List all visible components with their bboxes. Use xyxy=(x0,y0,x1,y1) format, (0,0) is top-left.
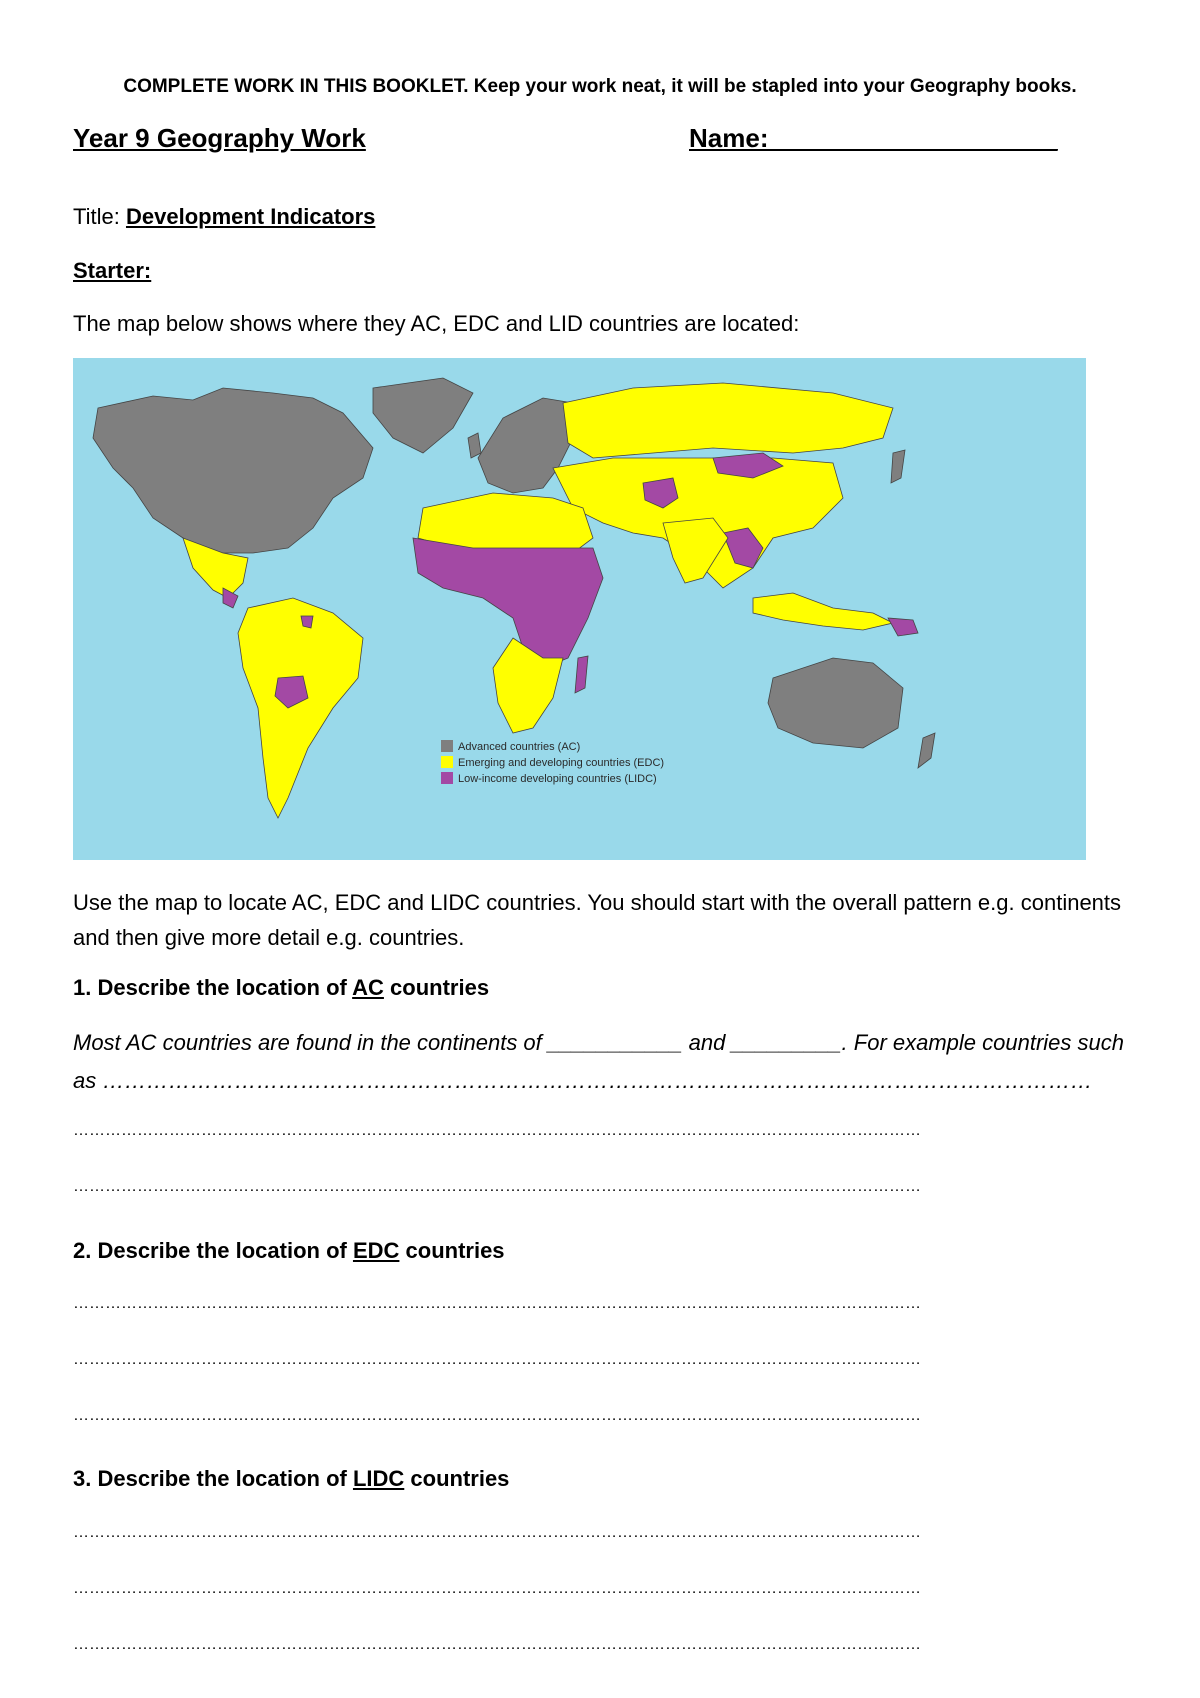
japan-ac xyxy=(891,450,905,483)
world-map-svg xyxy=(73,358,1086,860)
question-1-prefix: 1. Describe the location of xyxy=(73,975,353,1000)
question-2-suffix: countries xyxy=(399,1238,505,1263)
north-america-ac xyxy=(93,388,373,553)
answer-line-2a[interactable]: …………………………………………………………………………………………………………………………………………… xyxy=(73,1295,921,1312)
title-value: Development Indicators xyxy=(125,204,376,229)
question-3-suffix: countries xyxy=(404,1466,510,1491)
booklet-notice: COMPLETE WORK IN THIS BOOKLET. Keep your work neat, it will be stapled into your Geography books. xyxy=(123,76,1077,97)
legend-ac-label: Advanced countries (AC) xyxy=(458,741,581,753)
question-3-prefix: 3. Describe the location of xyxy=(73,1466,353,1491)
australia-ac xyxy=(768,658,903,748)
starter-intro: The map below shows where they AC, EDC and LID countries are located: xyxy=(73,311,800,336)
question-1-term: AC xyxy=(352,975,384,1000)
prompt-part3: . For example countries such as xyxy=(73,1030,1125,1093)
prompt-blank-2[interactable]: _________ xyxy=(731,1030,842,1055)
answer-line-3a[interactable]: …………………………………………………………………………………………………………………………………………… xyxy=(73,1524,921,1541)
answer-line-3c[interactable]: …………………………………………………………………………………………………………………………………………… xyxy=(73,1636,921,1653)
prompt-blank-1[interactable]: ___________ xyxy=(547,1030,683,1055)
legend-ac-swatch xyxy=(441,740,453,752)
instructions: Use the map to locate AC, EDC and LIDC countries. You should start with the overall pattern e.g. continents and then give more detail e.g. countries. xyxy=(73,890,1122,950)
question-2 xyxy=(73,1238,505,1264)
prompt-answer-dots[interactable]: ……………………………………………………………………………………………………………………… xyxy=(102,1068,1093,1093)
starter-heading: Starter: xyxy=(73,258,152,283)
new-zealand-ac xyxy=(918,733,935,768)
south-america-edc xyxy=(238,598,363,818)
worksheet-title: Year 9 Geography Work xyxy=(73,123,366,153)
madagascar-lidc xyxy=(575,656,588,693)
answer-line-1a[interactable]: …………………………………………………………………………………………………………………………………………… xyxy=(73,1122,921,1139)
title-label: Title: xyxy=(73,204,120,229)
question-1 xyxy=(73,975,489,1001)
greenland-ac xyxy=(373,378,473,453)
question-2-term: EDC xyxy=(352,1238,400,1263)
legend-edc-swatch xyxy=(441,756,453,768)
legend-lidc-label: Low-income developing countries (LIDC) xyxy=(458,773,657,785)
prompt-part1: Most AC countries are found in the continents of xyxy=(73,1030,548,1055)
answer-line-2b[interactable]: …………………………………………………………………………………………………………………………………………… xyxy=(73,1351,921,1368)
world-development-map xyxy=(73,358,1086,860)
question-3-term: LIDC xyxy=(352,1466,405,1491)
name-field[interactable]: Name:____________________ xyxy=(689,123,1058,153)
lesson-title xyxy=(73,204,375,230)
prompt-part2: and xyxy=(682,1030,732,1055)
russia-edc xyxy=(563,383,893,458)
question-1-suffix: countries xyxy=(383,975,490,1000)
answer-line-2c[interactable]: …………………………………………………………………………………………………………………………………………… xyxy=(73,1407,921,1424)
legend-edc-label: Emerging and developing countries (EDC) xyxy=(458,757,665,769)
uk-ac xyxy=(468,433,481,458)
question-1-prompt[interactable] xyxy=(73,1024,1133,1100)
question-3 xyxy=(73,1466,509,1492)
answer-line-1b[interactable]: …………………………………………………………………………………………………………………………………………… xyxy=(73,1178,921,1195)
answer-line-3b[interactable]: …………………………………………………………………………………………………………………………………………… xyxy=(73,1580,921,1597)
guyana-lidc xyxy=(301,616,313,628)
question-2-prefix: 2. Describe the location of xyxy=(73,1238,353,1263)
png-lidc xyxy=(888,618,918,636)
indonesia-edc xyxy=(753,593,893,630)
legend-lidc-swatch xyxy=(441,772,453,784)
